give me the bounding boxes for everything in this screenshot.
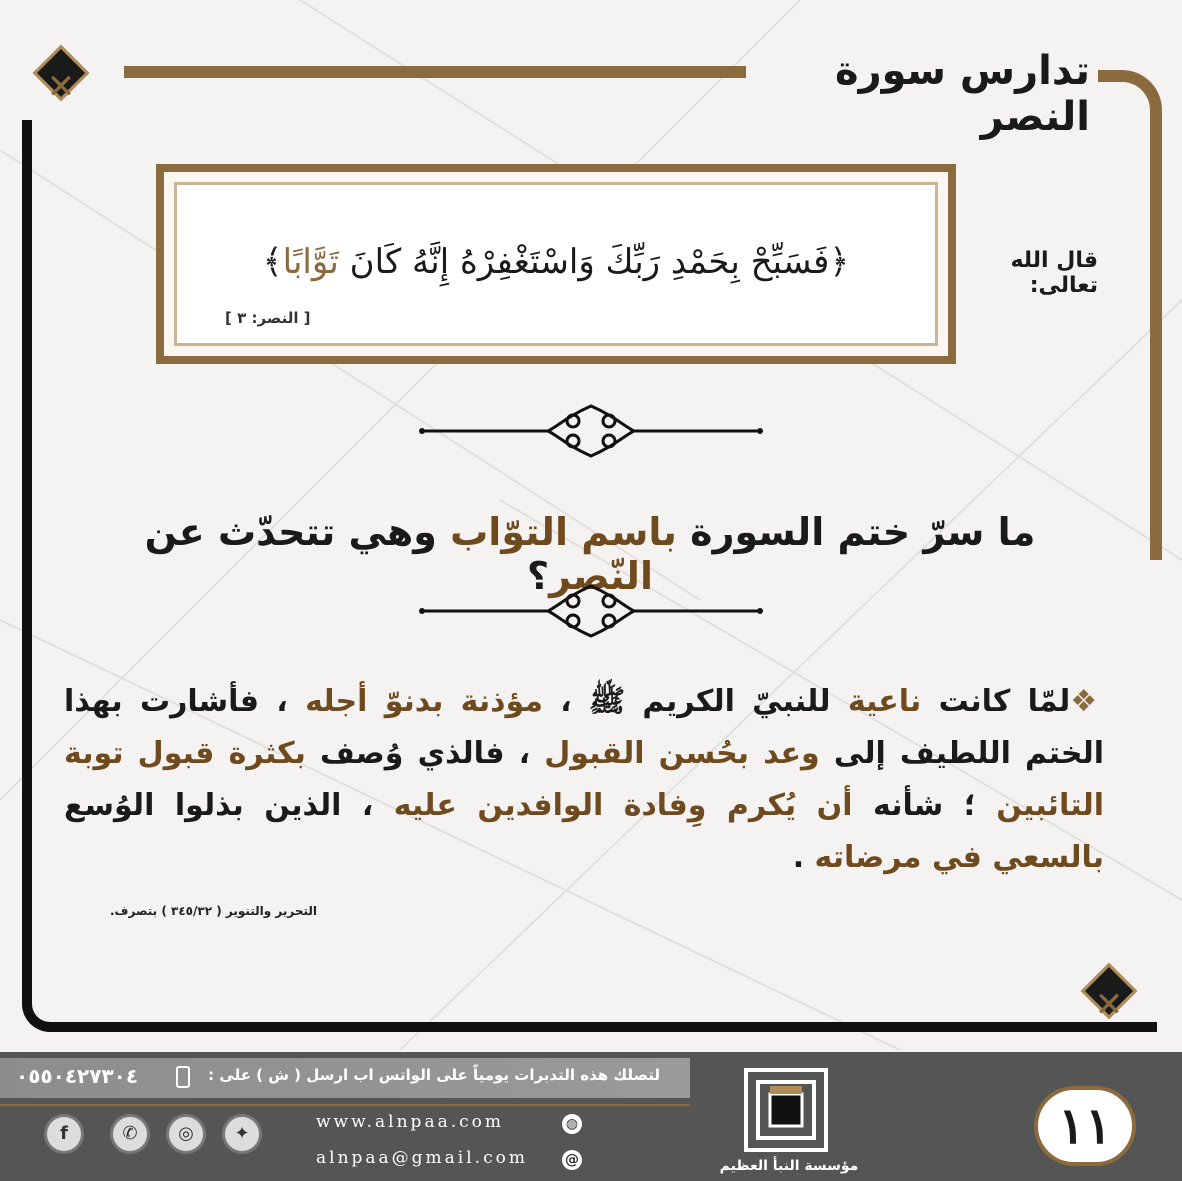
title-underline-bar [124, 66, 746, 78]
twitter-icon[interactable]: ✦ [222, 1114, 262, 1154]
email-link[interactable]: alnpaa@gmail.com [316, 1148, 528, 1168]
corner-logo-bottom: ✕ [1080, 962, 1138, 1020]
website-link[interactable]: www.alnpaa.com [316, 1112, 504, 1132]
corner-logo-top: ✕ [32, 44, 90, 102]
footer-divider [0, 1104, 690, 1106]
tafsir-body-text: ❖لمّا كانت ناعية للنبيّ الكريم ﷺ ، مؤذنة بدنوّ أجله ، فأشارت بهذا الختم اللطيف إلى وعد بحُسن القبول ، فالذي وُصف بكثرة قبول توبة التائبين ؛ شأنه أن يُكرم وِفادة الوافدين عليه ، الذين بذلوا الوُسع بالسعي في مرضاته . [64, 684, 1104, 875]
bullet-icon: ❖ [1070, 684, 1104, 719]
brand-name: مؤسسة النبأ العظيم [719, 1158, 859, 1174]
phone-number[interactable]: ٠٥٥٠٤٢٧٣٠٤ [16, 1064, 139, 1088]
verse-text: ﴿فَسَبِّحْ بِحَمْدِ رَبِّكَ وَاسْتَغْفِرْهُ إِنَّهُ كَانَ تَوَّابًا﴾ [262, 242, 850, 282]
whatsapp-promo-text: لتصلك هذه التدبرات يومياً على الواتس اب ارسل ( ش ) على : [208, 1066, 660, 1084]
facebook-icon[interactable]: f [44, 1114, 84, 1154]
brand-logo [740, 1064, 832, 1156]
verse-highlight: تَوَّابًا [282, 242, 339, 282]
instagram-icon[interactable]: ◎ [166, 1114, 206, 1154]
whatsapp-icon[interactable]: ✆ [110, 1114, 150, 1154]
source-citation: التحرير والتنوير ( ٣٤٥/٣٢ ) بتصرف. [110, 904, 318, 918]
at-sign-icon: @ [562, 1150, 582, 1170]
verse-box [156, 164, 956, 364]
question-heading: ما سرّ ختم السورة باسم التوّاب وهي تتحدّث عن النّصر؟ [144, 510, 1036, 598]
content-frame-right [1098, 70, 1162, 560]
divider-ornament-top [418, 396, 764, 466]
page-number-badge: ١١ [1034, 1086, 1136, 1166]
verse-reference: [ النصر: ٣ ] [225, 309, 311, 327]
verse-intro: قال الله تعالى: [1010, 248, 1098, 298]
page-title: تدارس سورة النصر [834, 48, 1090, 140]
globe-icon: ◍ [562, 1114, 582, 1134]
divider-ornament-bottom [418, 576, 764, 646]
